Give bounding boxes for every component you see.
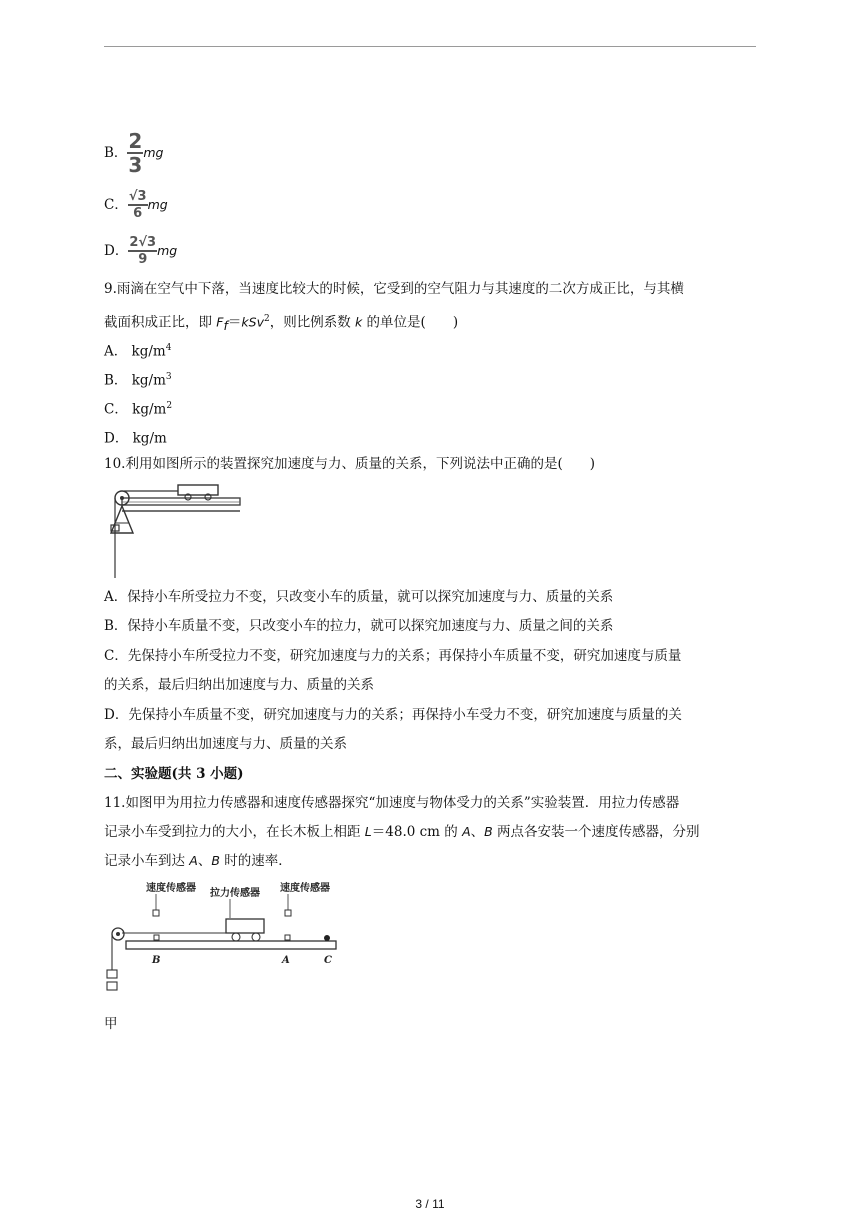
q9-stem-line2: 截面积成正比，即 $F_f=kSv^2$，则比例系数 k 的单位是( ) — [104, 314, 459, 334]
fraction: $\frac{√3}{6}$ — [128, 189, 147, 221]
q10-apparatus-figure — [104, 478, 244, 582]
q10-option-b: B．保持小车质量不变，只改变小车的拉力，就可以探究加速度与力、质量之间的关系 — [104, 618, 614, 634]
q9-option-a: A． $kg/m^4$ — [104, 343, 172, 360]
fraction: $\frac{2√3}{9}$ — [129, 235, 157, 267]
speed-sensor-label: 速度传感器 — [146, 883, 196, 894]
q10-option-d-line2: 系，最后归纳出加速度与力、质量的关系 — [104, 736, 347, 752]
speed-sensor-label: 速度传感器 — [280, 883, 330, 894]
q8-option-d: D． $\frac{2√3}{9}$ mg — [104, 235, 178, 267]
q11-stem-line3: 记录小车到达 A、B 时的速率． — [104, 853, 292, 869]
q9-option-c: C． $kg/m^2$ — [104, 401, 173, 418]
q10-option-a: A．保持小车所受拉力不变，只改变小车的质量，就可以探究加速度与力、质量的关系 — [104, 589, 614, 605]
fraction: $\frac{2}{3}$ — [128, 129, 143, 177]
page-number: 3 / 11 — [415, 1197, 445, 1211]
q9-option-d: D． kg/m — [104, 430, 167, 447]
header-rule — [104, 46, 756, 47]
q8-option-c: C． $\frac{√3}{6}$ mg — [104, 189, 168, 221]
q9-option-b: B． $kg/m^3$ — [104, 372, 172, 389]
point-a-label: A — [282, 955, 290, 966]
q11-apparatus-figure — [104, 878, 344, 996]
figure-caption: 甲 — [104, 1016, 118, 1032]
q11-stem-line2: 记录小车受到拉力的大小，在长木板上相距 L＝48.0 cm 的 A、B 两点各安装一个速度传感器，分别 — [104, 824, 700, 840]
q10-option-c-line2: 的关系，最后归纳出加速度与力、质量的关系 — [104, 677, 374, 693]
q9-stem-line1: 9.雨滴在空气中下落，当速度比较大的时候，它受到的空气阻力与其速度的二次方成正比，与其横 — [104, 281, 684, 297]
section-heading: 二、实验题(共 3 小题) — [104, 766, 244, 782]
q11-stem-line1: 11.如图甲为用拉力传感器和速度传感器探究“加速度与物体受力的关系”实验装置．用拉力传感器 — [104, 795, 680, 811]
q8-option-b: B． $\frac{2}{3}$ mg — [104, 129, 164, 177]
point-b-label: B — [152, 955, 161, 966]
force-sensor-label: 拉力传感器 — [210, 888, 260, 899]
point-c-label: C — [324, 955, 332, 966]
q10-option-d-line1: D．先保持小车质量不变，研究加速度与力的关系；再保持小车受力不变，研究加速度与质量的关 — [104, 707, 682, 723]
q10-option-c-line1: C．先保持小车所受拉力不变，研究加速度与力的关系；再保持小车质量不变，研究加速度与质量 — [104, 648, 682, 664]
q10-stem: 10.利用如图所示的装置探究加速度与力、质量的关系，下列说法中正确的是( ) — [104, 456, 596, 472]
